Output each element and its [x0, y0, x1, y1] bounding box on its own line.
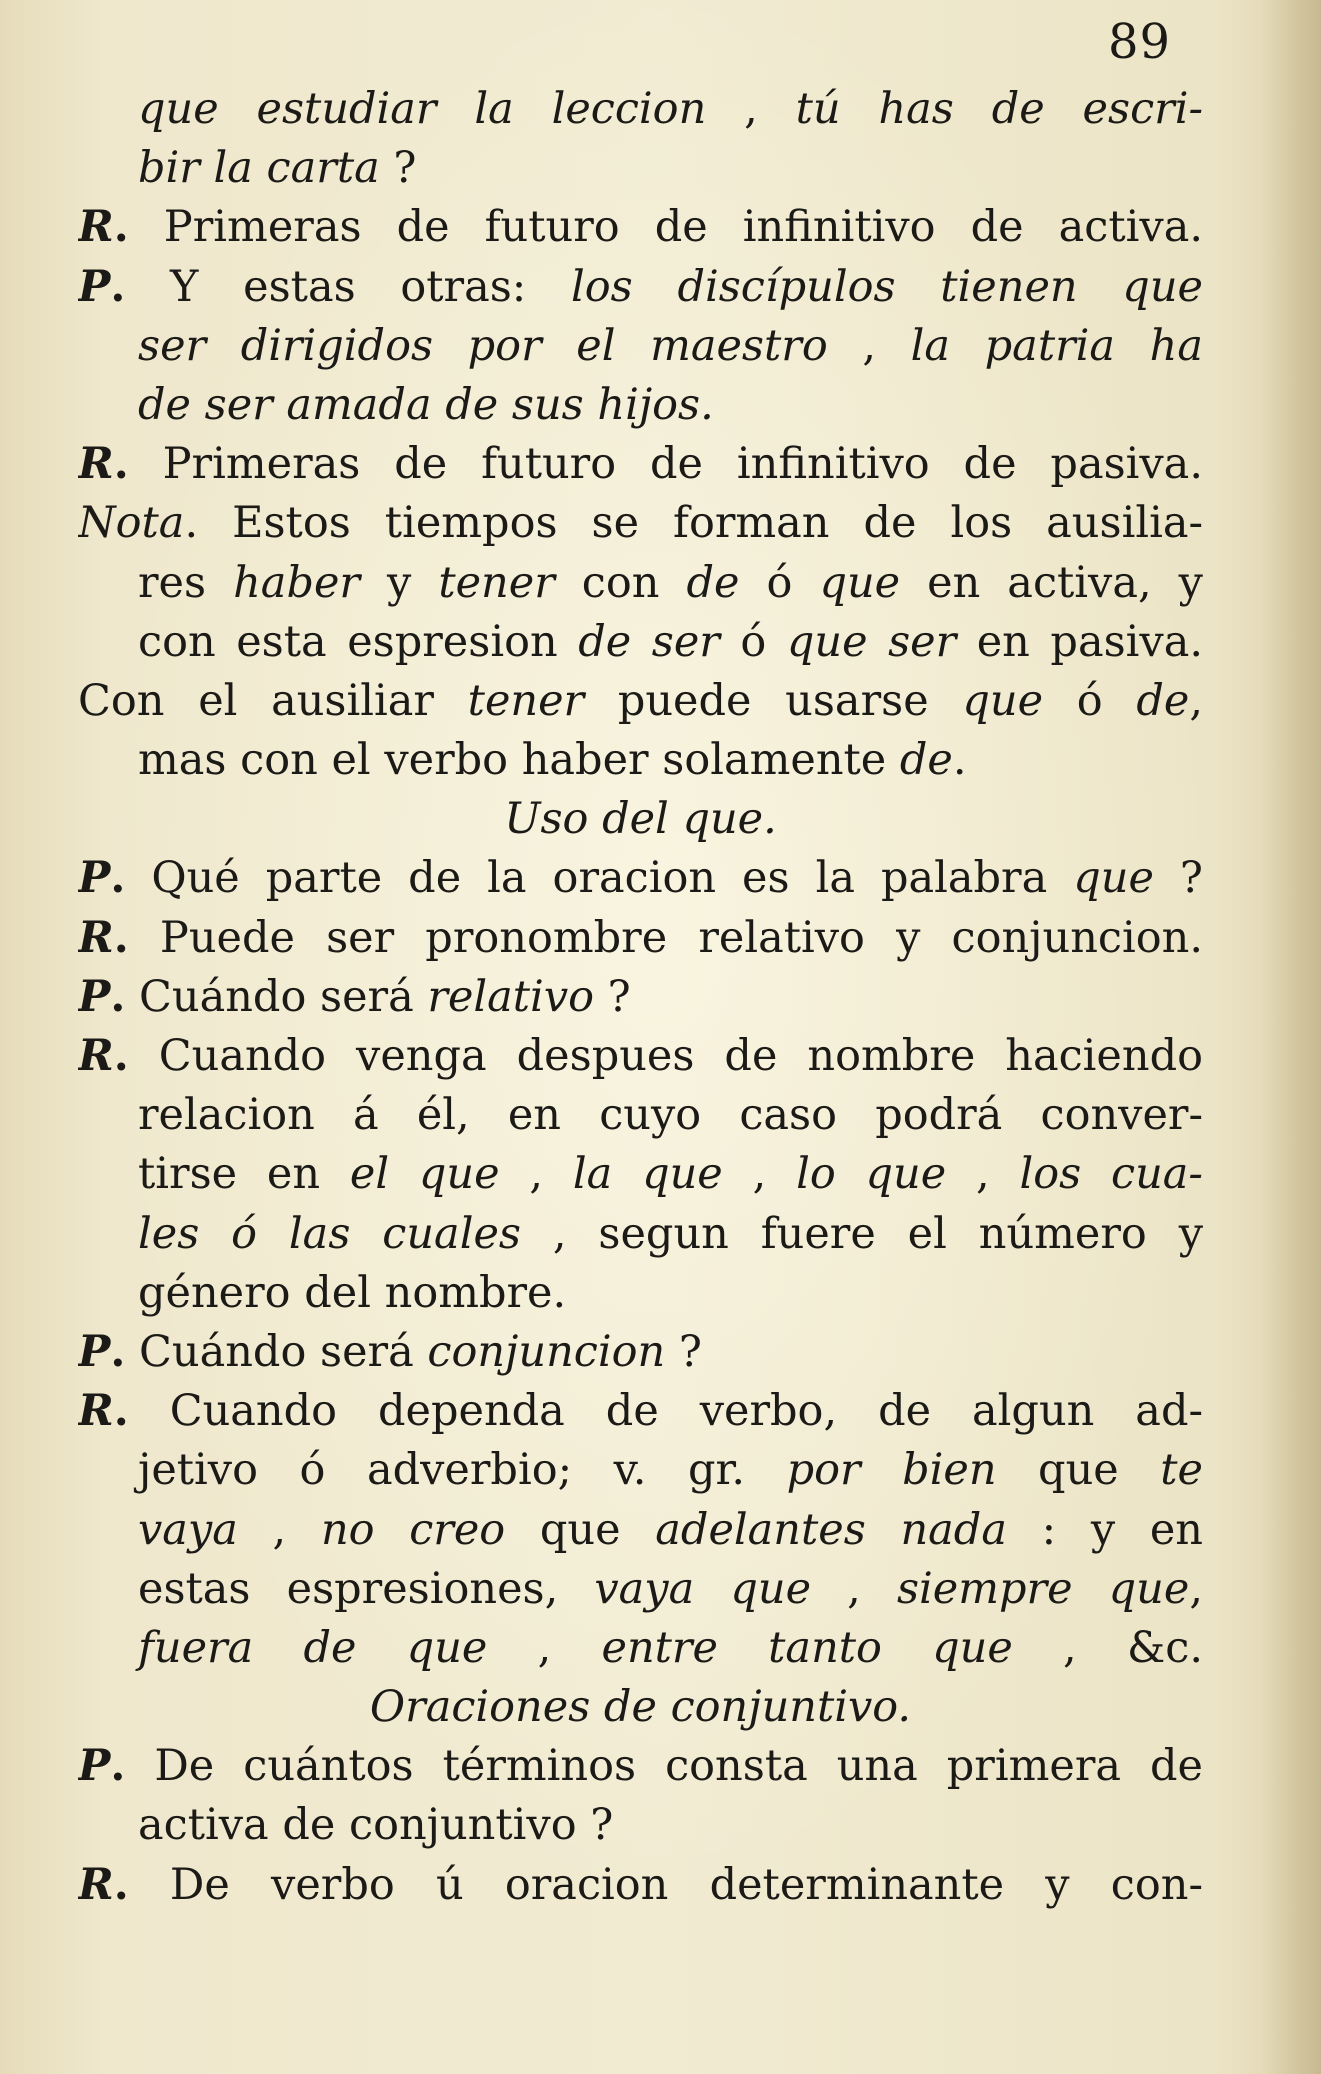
text-line-22: P. Cuándo será conjuncion ? — [78, 1326, 702, 1377]
text-line-23: R. Cuando dependa de verbo, de algun ad- — [78, 1386, 1203, 1437]
text-line-1: que estudiar la leccion , tú has de escri- — [138, 84, 1203, 134]
text-line-15: R. Puede ser pronombre relativo y conjuncion. — [78, 912, 1203, 963]
text-line-17: R. Cuando venga despues de nombre haciendo — [78, 1031, 1203, 1081]
text-line-18: relacion á él, en cuyo caso podrá conver- — [138, 1090, 1203, 1141]
text-line-26: estas espresiones, vaya que , siempre que, — [138, 1563, 1203, 1614]
text-line-28: Oraciones de conjuntivo. — [369, 1682, 912, 1733]
text-line-25: vaya , no creo que adelantes nada : y en — [138, 1504, 1203, 1555]
text-line-20: les ó las cuales , segun fuere el número y — [138, 1208, 1203, 1259]
text-line-9: res haber y tener con de ó que en activa, y — [138, 557, 1203, 608]
text-line-27: fuera de que , entre tanto que , &c. — [138, 1622, 1203, 1673]
text-line-11: Con el ausiliar tener puede usarse que ó de, — [78, 675, 1203, 726]
text-block — [78, 80, 1203, 1915]
text-line-8: Nota. Estos tiempos se forman de los ausilia- — [78, 498, 1203, 549]
text-line-13: Uso del que. — [504, 794, 777, 845]
text-line-4: P. Y estas otras: los discípulos tienen que — [78, 261, 1203, 312]
text-line-3: R. Primeras de futuro de infinitivo de activa. — [78, 202, 1203, 253]
text-line-24: jetivo ó adverbio; v. gr. por bien que te — [138, 1445, 1203, 1496]
text-line-21: género del nombre. — [138, 1267, 567, 1318]
text-line-31: R. De verbo ú oracion determinante y con- — [78, 1859, 1203, 1910]
text-line-16: P. Cuándo será relativo ? — [78, 971, 631, 1022]
text-line-29: P. De cuántos términos consta una primera de — [78, 1741, 1203, 1792]
text-line-2: bir la carta ? — [138, 143, 417, 194]
text-line-14: P. Qué parte de la oracion es la palabra que ? — [78, 853, 1203, 904]
text-line-10: con esta espresion de ser ó que ser en pasiva. — [138, 616, 1203, 667]
text-line-12: mas con el verbo haber solamente de. — [138, 735, 967, 786]
text-line-30: activa de conjuntivo ? — [138, 1800, 614, 1851]
text-line-6: de ser amada de sus hijos. — [138, 379, 714, 430]
text-line-5: ser dirigidos por el maestro , la patria ha — [138, 320, 1203, 371]
page-number: 89 — [1108, 14, 1172, 70]
text-line-19: tirse en el que , la que , lo que , los cua- — [138, 1149, 1203, 1200]
text-line-7: R. Primeras de futuro de infinitivo de pasiva. — [78, 439, 1203, 490]
